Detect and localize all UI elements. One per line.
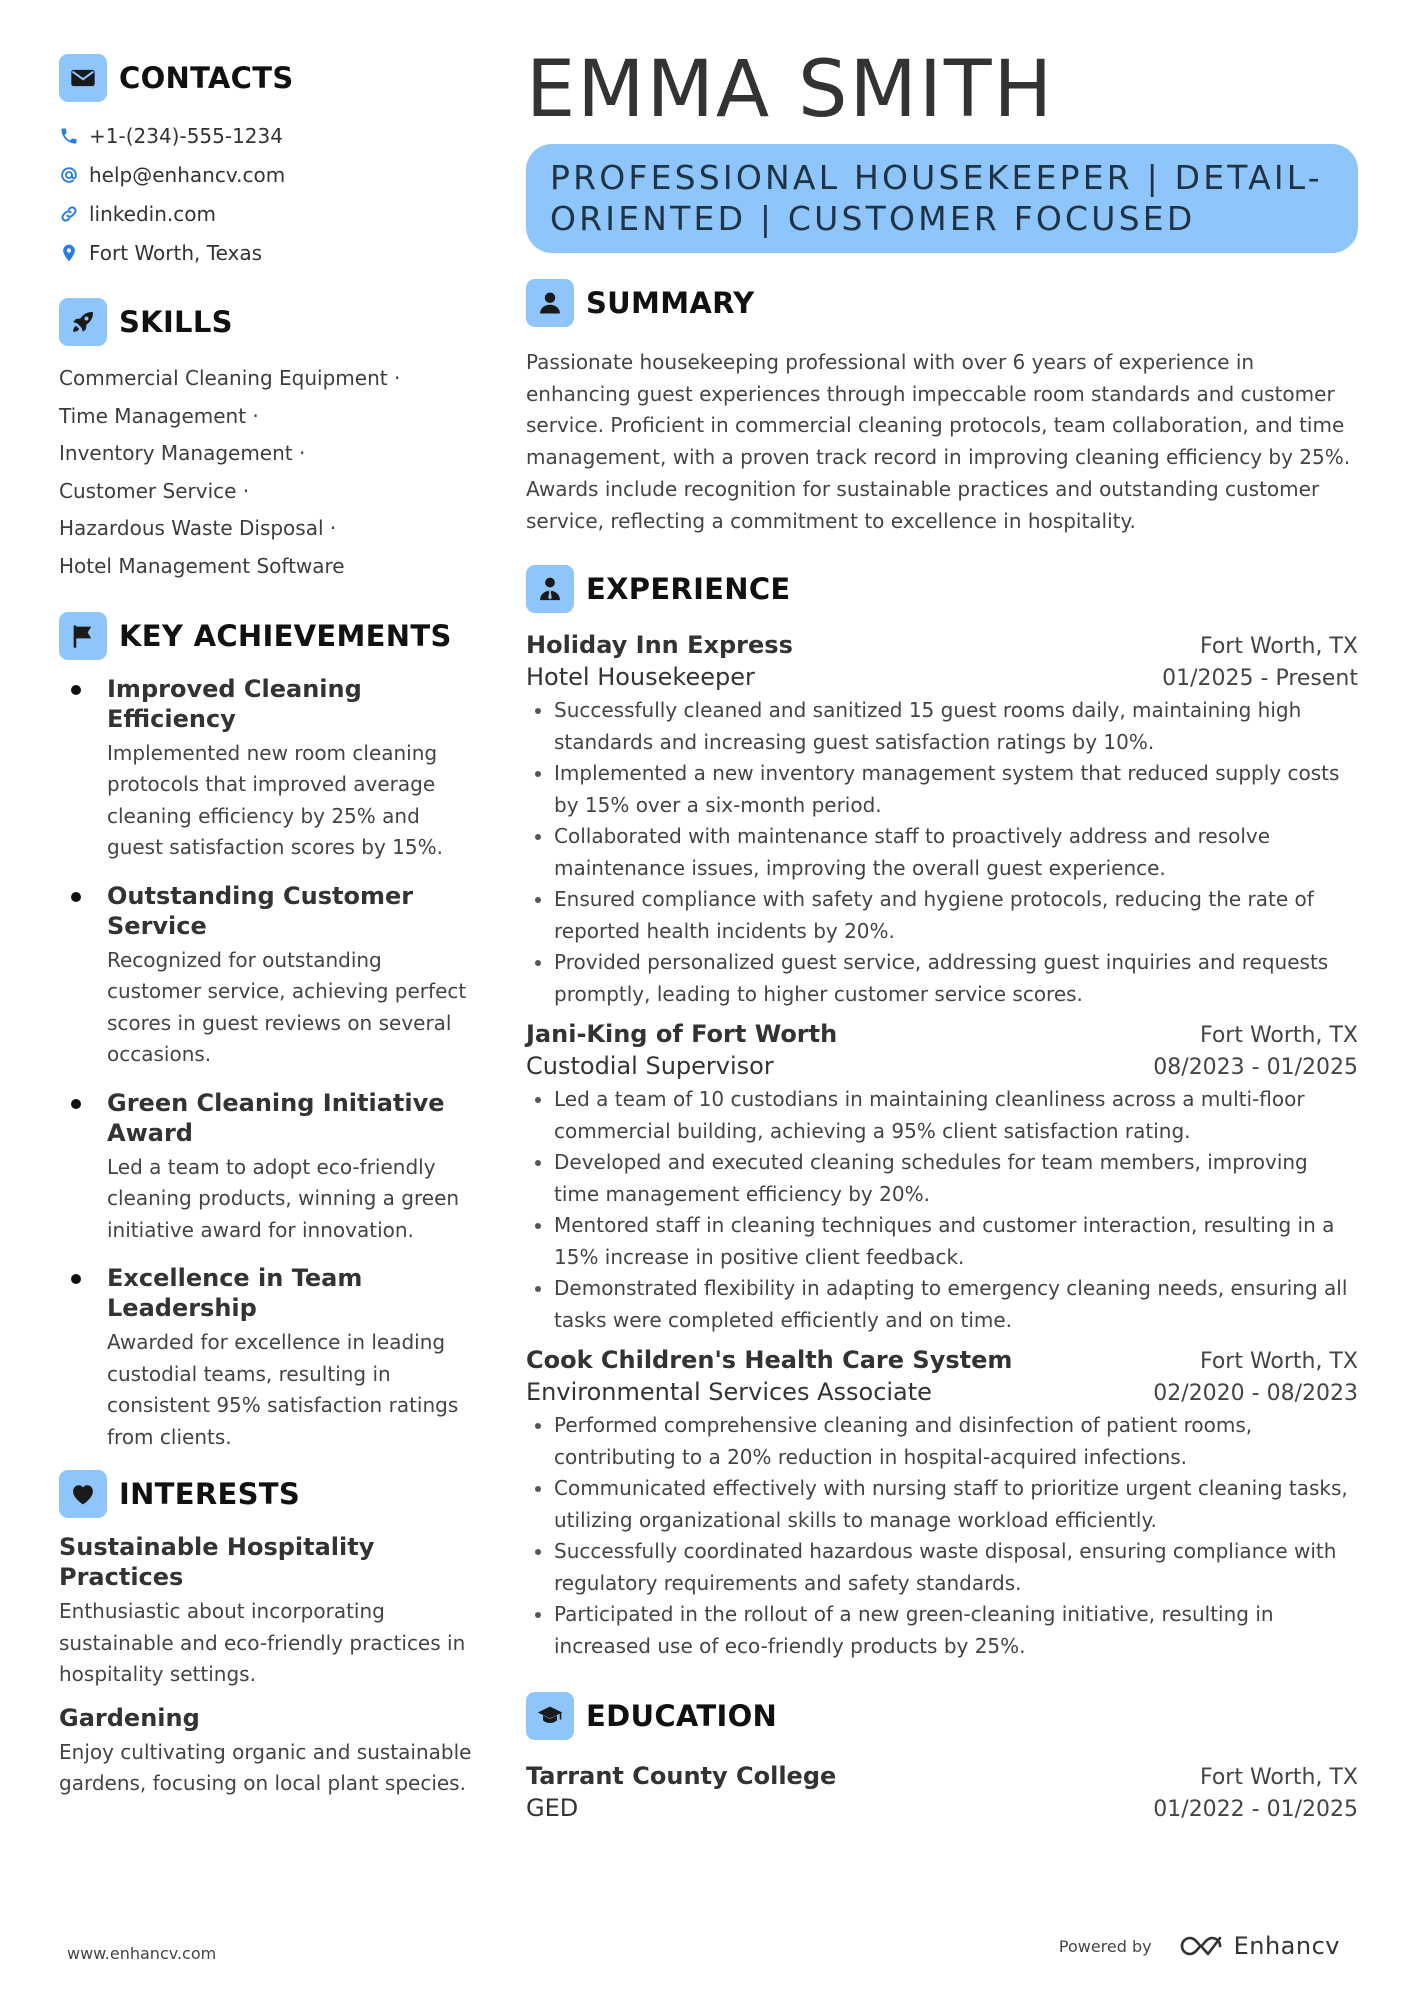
candidate-name: EMMA SMITH — [526, 45, 1055, 135]
link-icon — [59, 204, 79, 224]
education-dates: 01/2022 - 01/2025 — [1153, 1797, 1358, 1823]
interests-title: INTERESTS — [119, 1477, 301, 1512]
job-location: Fort Worth, TX — [1199, 1349, 1358, 1375]
skills-list — [59, 360, 477, 586]
achievement-title: Excellence in Team Leadership — [107, 1264, 363, 1323]
achievement-item — [59, 674, 477, 864]
education-header-row — [526, 1762, 1358, 1790]
experience-item — [526, 631, 1358, 1010]
job-bullet: Led a team of 10 custodians in maintaining cleanliness across a multi-floor commercial building, achieving a 95% client satisfaction rating. — [526, 1084, 1358, 1147]
skill-item: Inventory Management · — [59, 441, 306, 466]
achievements-section — [59, 612, 477, 1454]
enhancv-logo-icon — [1178, 1933, 1224, 1959]
job-dates: 08/2023 - 01/2025 — [1153, 1055, 1358, 1081]
achievement-title: Outstanding Customer Service — [107, 881, 414, 940]
interest-description: Enjoy cultivating organic and sustainable gardens, focusing on local plant species. — [59, 1739, 472, 1796]
briefcase-user-icon — [526, 565, 574, 613]
flag-icon — [59, 612, 107, 660]
job-bullet: Provided personalized guest service, addressing guest inquiries and requests promptly, leading to higher customer service scores. — [526, 947, 1358, 1010]
contact-phone[interactable] — [59, 116, 477, 155]
experience-item — [526, 1020, 1358, 1336]
summary-header — [526, 279, 1358, 327]
job-bullet: Communicated effectively with nursing staff to prioritize urgent cleaning tasks, utilizing organizational skills to manage workload efficiently. — [526, 1473, 1358, 1536]
job-bullet: Implemented a new inventory management system that reduced supply costs by 15% over a six-month period. — [526, 758, 1358, 821]
job-role: Custodial Supervisor — [526, 1052, 774, 1081]
job-bullet: Developed and executed cleaning schedules for team members, improving time management efficiency by 20%. — [526, 1147, 1358, 1210]
job-header-row — [526, 1346, 1358, 1374]
job-bullet: Participated in the rollout of a new green-cleaning initiative, resulting in increased use of eco-friendly products by 25%. — [526, 1599, 1358, 1662]
interest-title: Gardening — [59, 1703, 200, 1732]
user-icon — [526, 279, 574, 327]
job-role-row — [526, 1052, 1358, 1080]
achievement-title: Improved Cleaning Efficiency — [107, 674, 362, 733]
contacts-section — [59, 54, 477, 272]
skill-item: Hotel Management Software — [59, 553, 345, 578]
job-dates: 02/2020 - 08/2023 — [1153, 1381, 1358, 1407]
achievement-item — [59, 881, 477, 1071]
summary-title: SUMMARY — [586, 286, 755, 320]
interest-item — [59, 1532, 477, 1691]
company-name: Jani-King of Fort Worth — [526, 1020, 838, 1049]
skill-item: Time Management · — [59, 403, 259, 428]
job-role-row — [526, 663, 1358, 691]
job-location: Fort Worth, TX — [1199, 634, 1358, 660]
contact-email[interactable] — [59, 155, 477, 194]
contact-location — [59, 233, 477, 272]
job-bullets — [526, 1084, 1358, 1336]
job-header-row — [526, 1020, 1358, 1048]
achievements-header — [59, 612, 477, 660]
summary-section — [526, 279, 1358, 537]
summary-text: Passionate housekeeping professional with over 6 years of experience in enhancing guest experiences through impeccable room standards and customer service. Proficient in commercial cleaning protocols, team collaboration, and time management, with a proven track record in improving cleaning efficiency by 25%. Awards include recognition for sustainable practices and outstanding customer service, reflecting a commitment to excellence in hospitality. — [526, 350, 1351, 533]
interest-item — [59, 1703, 477, 1800]
education-title: EDUCATION — [586, 1699, 778, 1734]
school-location: Fort Worth, TX — [1199, 1765, 1358, 1791]
footer-branding[interactable] — [1059, 1932, 1340, 1960]
job-role: Hotel Housekeeper — [526, 663, 755, 692]
achievement-item — [59, 1263, 477, 1453]
phone-icon — [59, 126, 79, 146]
company-name: Cook Children's Health Care System — [526, 1346, 1013, 1375]
job-dates: 01/2025 - Present — [1162, 666, 1358, 692]
location-pin-icon — [59, 243, 79, 263]
job-bullet: Demonstrated flexibility in adapting to emergency cleaning needs, ensuring all tasks were completed efficiently and on time. — [526, 1273, 1358, 1336]
graduation-cap-icon — [526, 1692, 574, 1740]
envelope-icon — [59, 54, 107, 102]
at-icon — [59, 165, 79, 185]
achievement-description: Recognized for outstanding customer service, achieving perfect scores in guest reviews on several occasions. — [107, 947, 467, 1067]
job-location: Fort Worth, TX — [1199, 1023, 1358, 1049]
job-bullet: Performed comprehensive cleaning and disinfection of patient rooms, contributing to a 20% reduction in hospital-acquired infections. — [526, 1410, 1358, 1473]
contacts-header — [59, 54, 477, 102]
education-degree-row — [526, 1794, 1358, 1822]
job-bullet: Successfully coordinated hazardous waste disposal, ensuring compliance with regulatory requirements and safety standards. — [526, 1536, 1358, 1599]
experience-header — [526, 565, 1358, 613]
footer-website[interactable]: www.enhancv.com — [67, 1944, 217, 1963]
achievement-item — [59, 1088, 477, 1247]
interests-header — [59, 1470, 477, 1518]
education-section — [526, 1692, 1358, 1822]
skills-header — [59, 298, 477, 346]
contact-phone-text: +1-(234)-555-1234 — [89, 123, 283, 148]
achievement-description: Implemented new room cleaning protocols that improved average cleaning efficiency by 25% and guest satisfaction scores by 15%. — [107, 740, 443, 860]
job-bullet: Successfully cleaned and sanitized 15 guest rooms daily, maintaining high standards and increasing guest satisfaction ratings by 10%. — [526, 695, 1358, 758]
contacts-title: CONTACTS — [119, 61, 294, 95]
degree: GED — [526, 1794, 579, 1823]
skill-item: Hazardous Waste Disposal · — [59, 516, 337, 541]
achievements-title: KEY ACHIEVEMENTS — [119, 618, 452, 653]
interests-list — [59, 1532, 477, 1800]
experience-title: EXPERIENCE — [586, 572, 791, 607]
job-bullet: Ensured compliance with safety and hygiene protocols, reducing the rate of reported health incidents by 20%. — [526, 884, 1358, 947]
achievement-description: Awarded for excellence in leading custodial teams, resulting in consistent 95% satisfaction ratings from clients. — [107, 1330, 459, 1449]
education-header — [526, 1692, 1358, 1740]
achievement-description: Led a team to adopt eco-friendly cleaning products, winning a green initiative award for innovation. — [107, 1154, 460, 1242]
job-header-row — [526, 631, 1358, 659]
heart-icon — [59, 1470, 107, 1518]
skill-item: Customer Service · — [59, 478, 250, 503]
job-role-row — [526, 1378, 1358, 1406]
contact-linkedin-text: linkedin.com — [89, 201, 216, 226]
job-bullets — [526, 695, 1358, 1010]
experience-section — [526, 565, 1358, 1662]
powered-by-label: Powered by — [1058, 1936, 1152, 1956]
contact-list — [59, 116, 477, 272]
skill-item: Commercial Cleaning Equipment · — [59, 366, 401, 390]
interest-description: Enthusiastic about incorporating sustainable and eco-friendly practices in hospitality settings. — [59, 1599, 466, 1687]
contact-location-text: Fort Worth, Texas — [89, 240, 263, 265]
rocket-icon — [59, 298, 107, 346]
skills-title: SKILLS — [119, 305, 233, 339]
experience-item — [526, 1346, 1358, 1662]
education-item — [526, 1762, 1358, 1822]
brand-name: Enhancv — [1233, 1932, 1340, 1960]
school-name: Tarrant County College — [526, 1762, 837, 1791]
job-role: Environmental Services Associate — [526, 1378, 932, 1407]
achievements-list — [59, 674, 477, 1454]
job-bullet: Collaborated with maintenance staff to proactively address and resolve maintenance issues, improving the overall guest experience. — [526, 821, 1358, 884]
skills-section — [59, 298, 477, 586]
company-name: Holiday Inn Express — [526, 631, 793, 660]
contact-linkedin[interactable] — [59, 194, 477, 233]
right-column — [526, 40, 1358, 1822]
interest-title: Sustainable Hospitality Practices — [59, 1533, 375, 1592]
achievement-title: Green Cleaning Initiative Award — [107, 1088, 445, 1147]
left-column — [59, 54, 477, 1812]
headline-banner: PROFESSIONAL HOUSEKEEPER | DETAIL-ORIENTED | CUSTOMER FOCUSED — [526, 144, 1358, 253]
job-bullets — [526, 1410, 1358, 1662]
job-bullet: Mentored staff in cleaning techniques and customer interaction, resulting in a 15% increase in positive client feedback. — [526, 1210, 1358, 1273]
interests-section — [59, 1470, 477, 1800]
contact-email-text: help@enhancv.com — [89, 162, 286, 187]
